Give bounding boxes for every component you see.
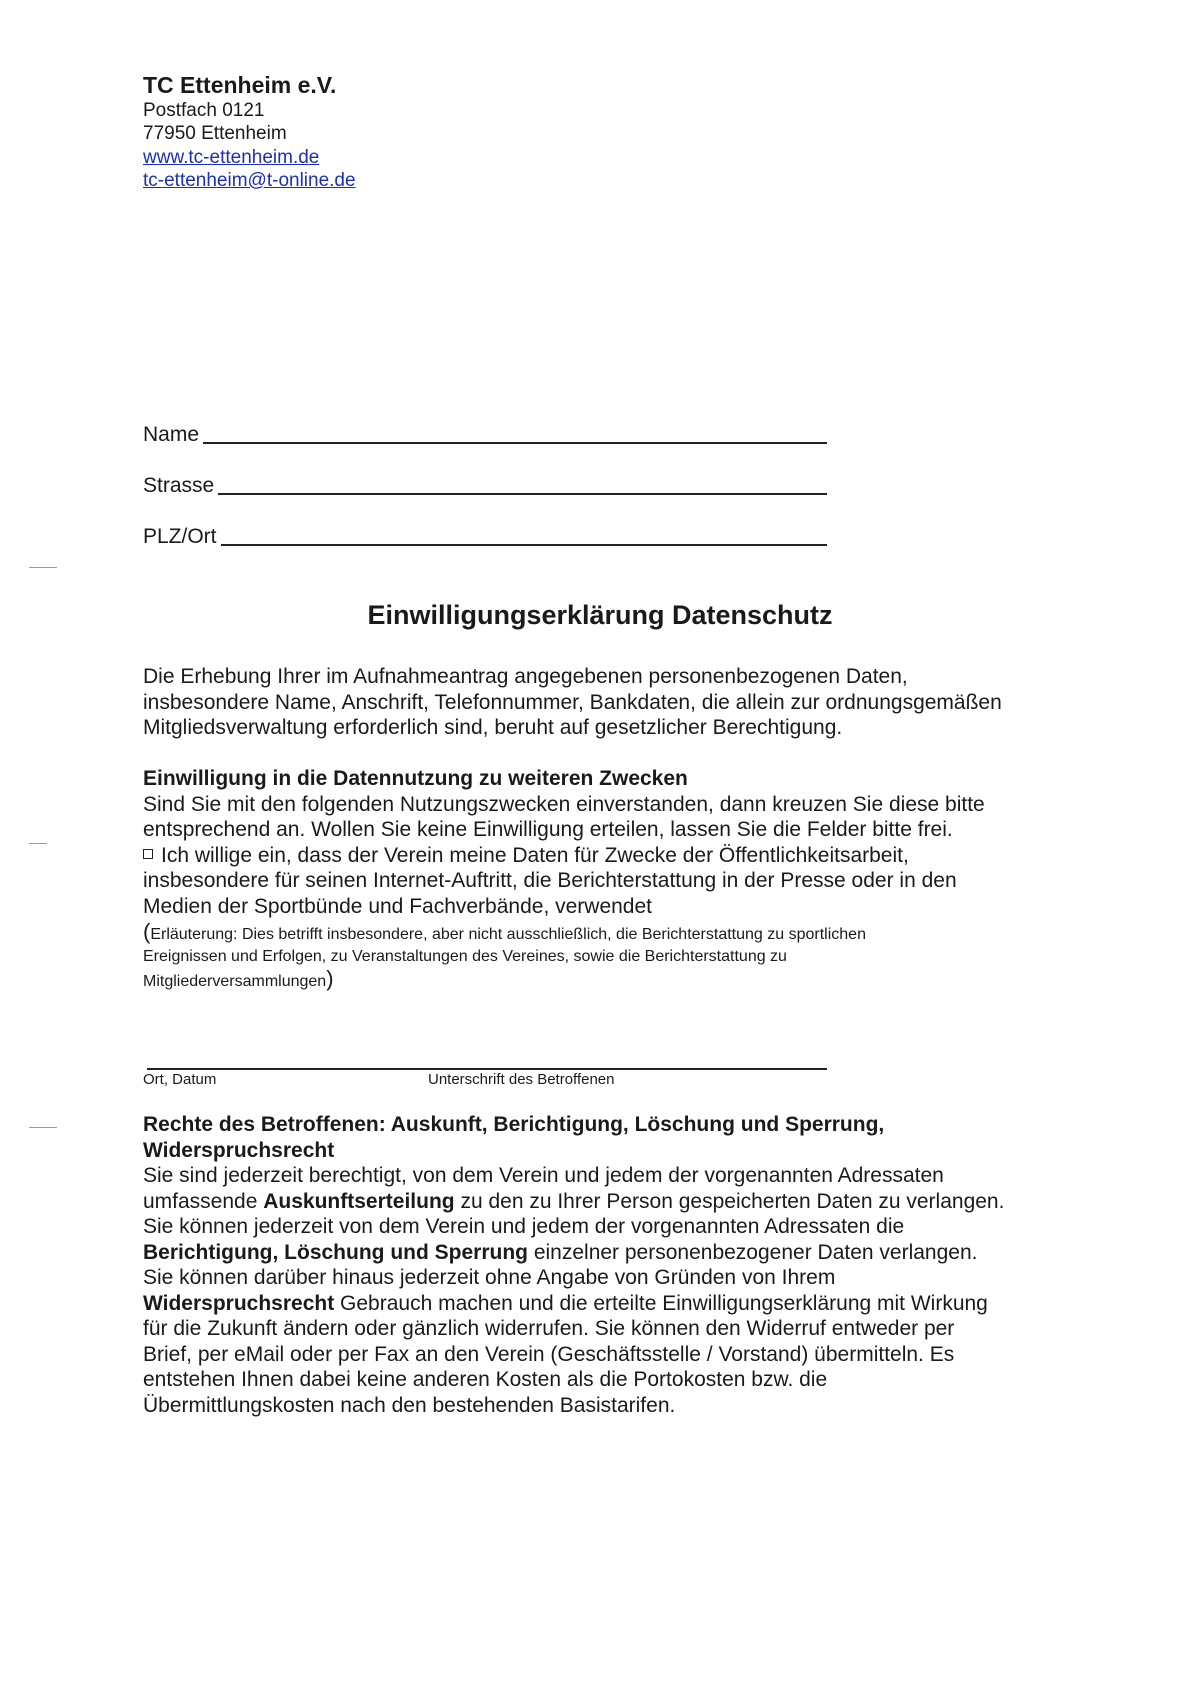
street-line[interactable] [218, 471, 827, 495]
rights-line: für die Zukunft ändern oder gänzlich widerrufen. Sie können den Widerruf entweder per [143, 1317, 955, 1340]
consent-option-line: Medien der Sportbünde und Fachverbände, verwendet [143, 894, 653, 918]
bold-term: Berichtigung, Löschung und Sperrung [143, 1240, 528, 1264]
document-title: Einwilligungserklärung Datenschutz [367, 600, 833, 630]
name-line[interactable] [203, 420, 827, 444]
zip-city-field[interactable] [143, 522, 827, 549]
rights-line: Sie können jederzeit von dem Verein und jedem der vorgenannten Adressaten die [143, 1215, 905, 1238]
rights-heading: Rechte des Betroffenen: Auskunft, Berichtigung, Löschung und Sperrung, [143, 1113, 885, 1136]
email-link[interactable]: tc-ettenheim@t-online.de [143, 170, 356, 191]
rights-line: Sie können darüber hinaus jederzeit ohne Angabe von Gründen von Ihrem [143, 1266, 836, 1289]
rights-line: umfassende Auskunftserteilung zu den zu Ihrer Person gespeicherten Daten zu verlangen. [143, 1189, 1005, 1213]
rights-line: Brief, per eMail oder per Fax an den Verein (Geschäftsstelle / Vorstand) übermitteln. Es [143, 1342, 955, 1366]
zip-city-line[interactable] [221, 522, 827, 546]
name-field[interactable] [143, 420, 827, 447]
place-date-label: Ort, Datum [143, 1071, 217, 1088]
consent-text-line: entsprechend an. Wollen Sie keine Einwilligung erteilen, lassen Sie die Felder bitte frei. [143, 818, 953, 841]
consent-option-line: insbesondere für seinen Internet-Auftritt, die Berichterstattung in der Presse oder in den [143, 869, 957, 892]
street-field[interactable] [143, 471, 827, 498]
zip-city-label: PLZ/Ort [143, 525, 217, 548]
organization-name: TC Ettenheim e.V. [143, 72, 337, 98]
intro-line: Die Erhebung Ihrer im Aufnahmeantrag angegebenen personenbezogenen Daten, [143, 665, 908, 688]
bold-term: Widerspruchsrecht [143, 1291, 335, 1315]
name-label: Name [143, 423, 200, 446]
rights-line: Widerspruchsrecht Gebrauch machen und die erteilte Einwilligungserklärung mit Wirkung [143, 1291, 988, 1315]
note-open-paren: ( [143, 919, 151, 944]
note-line: Erläuterung: Dies betrifft insbesondere, aber nicht ausschließlich, die Berichterstattung zu sportlichen [150, 926, 866, 943]
street-label: Strasse [143, 474, 215, 497]
consent-checkbox[interactable] [143, 849, 153, 859]
note-line: Ereignissen und Erfolgen, zu Veranstaltungen des Vereines, sowie die Berichterstattung zu [143, 948, 787, 965]
punch-mark [29, 843, 47, 844]
address-postbox: Postfach 0121 [143, 100, 265, 121]
intro-line: insbesondere Name, Anschrift, Telefonnummer, Bankdaten, die allein zur ordnungsgemäßen [143, 690, 1002, 714]
rights-line: entstehen Ihnen dabei keine anderen Kosten als die Portokosten bzw. die [143, 1368, 828, 1391]
note-close-paren: ) [326, 966, 334, 991]
rights-line: Sie sind jederzeit berechtigt, von dem Verein und jedem der vorgenannten Adressaten [143, 1164, 944, 1187]
rights-section [143, 1112, 1068, 1418]
rights-heading: Widerspruchsrecht [143, 1138, 335, 1162]
signature-line[interactable] [147, 1068, 827, 1070]
bold-term: Auskunftserteilung [263, 1189, 455, 1213]
address-city: 77950 Ettenheim [143, 123, 287, 144]
website-link[interactable]: www.tc-ettenheim.de [143, 147, 320, 168]
intro-paragraph [143, 664, 1068, 741]
consent-text-line: Sind Sie mit den folgenden Nutzungszwecken einverstanden, dann kreuzen Sie diese bitte [143, 792, 985, 816]
consent-option[interactable] [143, 843, 1068, 869]
note-line: Mitgliederversammlungen [143, 973, 327, 990]
consent-section [143, 766, 1068, 993]
signature-label: Unterschrift des Betroffenen [428, 1071, 615, 1088]
fold-mark-bottom [29, 1127, 57, 1128]
consent-heading: Einwilligung in die Datennutzung zu weiteren Zwecken [143, 767, 688, 790]
rights-line: Übermittlungskosten nach den bestehenden Basistarifen. [143, 1393, 676, 1417]
consent-option-line: Ich willige ein, dass der Verein meine Daten für Zwecke der Öffentlichkeitsarbeit, [161, 843, 909, 867]
rights-line: Berichtigung, Löschung und Sperrung einzelner personenbezogener Daten verlangen. [143, 1240, 978, 1264]
fold-mark-top [29, 567, 57, 568]
intro-line: Mitgliedsverwaltung erforderlich sind, beruht auf gesetzlicher Berechtigung. [143, 716, 843, 739]
